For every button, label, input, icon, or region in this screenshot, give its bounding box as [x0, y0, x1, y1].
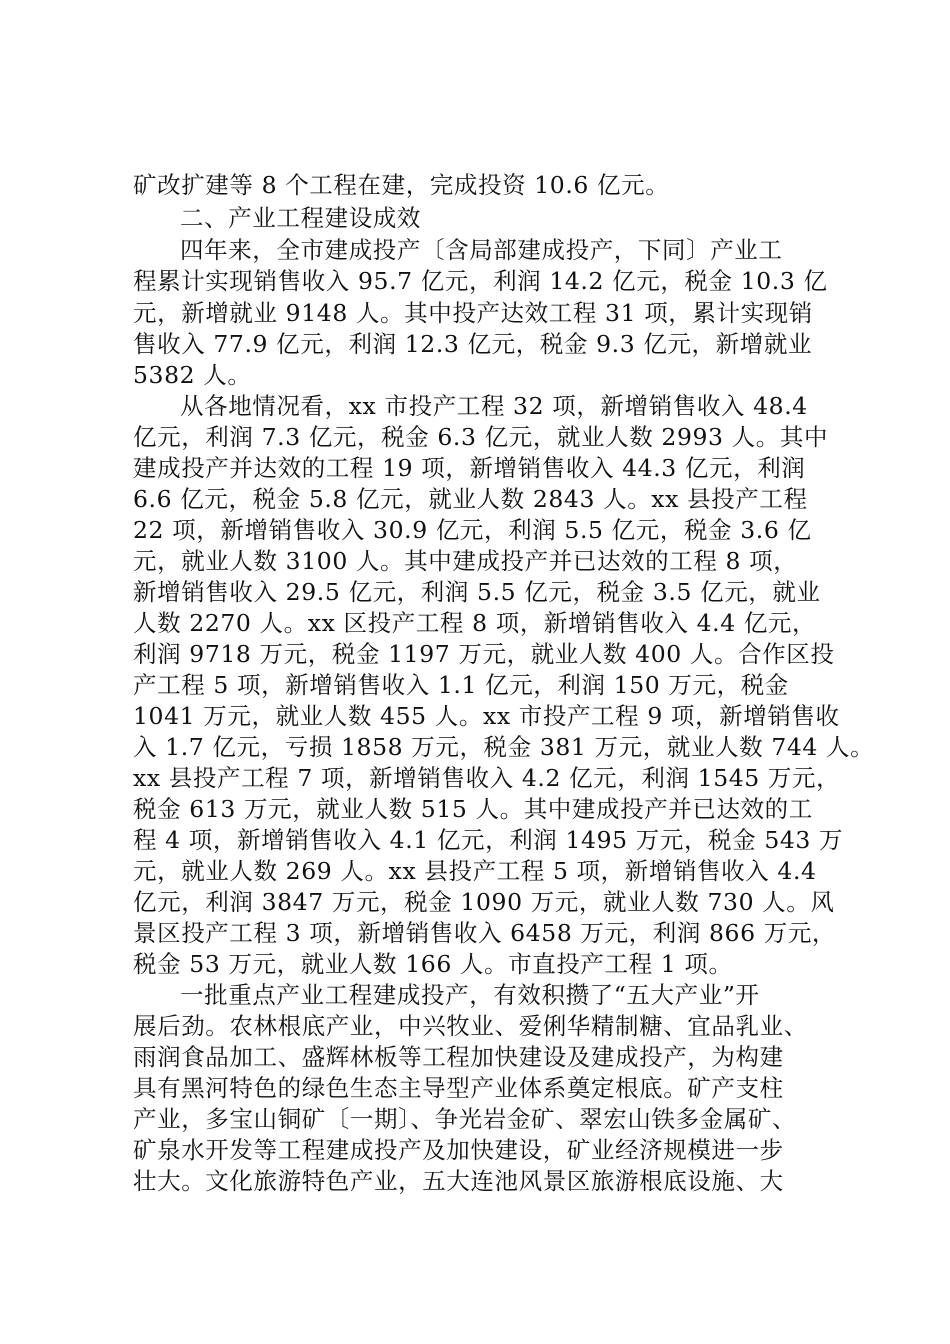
text-line: 新增销售收入 29.5 亿元，利润 5.5 亿元，税金 3.5 亿元，就业 [133, 578, 821, 606]
text-line: 22 项，新增销售收入 30.9 亿元，利润 5.5 亿元，税金 3.6 亿 [133, 516, 812, 544]
text-line: 元，新增就业 9148 人。其中投产达效工程 31 项，累计实现销 [133, 299, 813, 327]
text-line: 元，就业人数 269 人。xx 县投产工程 5 项，新增销售收入 4.4 [133, 857, 817, 885]
text-line: 产工程 5 项，新增销售收入 1.1 亿元，利润 150 万元，税金 [133, 671, 789, 699]
text-line: 矿泉水开发等工程建成投产及加快建设，矿业经济规模进一步 [133, 1136, 784, 1164]
text-line: 1041 万元，就业人数 455 人。xx 市投产工程 9 项，新增销售收 [133, 702, 840, 730]
text-line: xx 县投产工程 7 项，新增销售收入 4.2 亿元，利润 1545 万元， [133, 764, 841, 792]
text-line: 程 4 项，新增销售收入 4.1 亿元，利润 1495 万元，税金 543 万 [133, 826, 844, 854]
text-line: 四年来，全市建成投产〔含局部建成投产，下同〕产业工 [180, 236, 783, 264]
text-line: 景区投产工程 3 项，新增销售收入 6458 万元，利润 866 万元， [133, 919, 837, 947]
text-line: 5382 人。 [133, 361, 252, 389]
text-line: 壮大。文化旅游特色产业，五大连池风景区旅游根底设施、大 [133, 1167, 784, 1195]
text-line: 利润 9718 万元，税金 1197 万元，就业人数 400 人。合作区投 [133, 640, 835, 668]
text-line: 展后劲。农林根底产业，中兴牧业、爱俐华精制糖、宜品乳业、 [133, 1012, 808, 1040]
text-line: 程累计实现销售收入 95.7 亿元，利润 14.2 亿元，税金 10.3 亿 [133, 267, 828, 295]
text-line: 入 1.7 亿元，亏损 1858 万元，税金 381 万元，就业人数 744 人。 [133, 733, 875, 761]
text-line: 税金 53 万元，就业人数 166 人。市直投产工程 1 项。 [133, 950, 733, 978]
text-line: 元，就业人数 3100 人。其中建成投产并已达效的工程 8 项， [133, 547, 798, 575]
text-line: 亿元，利润 3847 万元，税金 1090 万元，就业人数 730 人。风 [133, 888, 835, 916]
text-line: 矿改扩建等 8 个工程在建，完成投资 10.6 亿元。 [133, 171, 670, 199]
text-line: 建成投产并达效的工程 19 项，新增销售收入 44.3 亿元，利润 [133, 454, 806, 482]
text-line: 具有黑河特色的绿色生态主导型产业体系奠定根底。矿产支柱 [133, 1074, 784, 1102]
text-line: 税金 613 万元，就业人数 515 人。其中建成投产并已达效的工 [133, 795, 813, 823]
text-line: 售收入 77.9 亿元，利润 12.3 亿元，税金 9.3 亿元，新增就业 [133, 330, 813, 358]
text-line: 产业，多宝山铜矿〔一期〕、争光岩金矿、翠宏山铁多金属矿、 [133, 1105, 797, 1133]
text-line: 亿元，利润 7.3 亿元，税金 6.3 亿元，就业人数 2993 人。其中 [133, 423, 829, 451]
text-line: 一批重点产业工程建成投产，有效积攒了“五大产业”开 [180, 981, 760, 1009]
text-line: 人数 2270 人。xx 区投产工程 8 项，新增销售收入 4.4 亿元， [133, 609, 817, 637]
text-line: 6.6 亿元，税金 5.8 亿元，就业人数 2843 人。xx 县投产工程 [133, 485, 808, 513]
text-line: 从各地情况看，xx 市投产工程 32 项，新增销售收入 48.4 [180, 392, 808, 420]
section-heading: 二、产业工程建设成效 [180, 204, 421, 232]
text-line: 雨润食品加工、盛辉林板等工程加快建设及建成投产，为构建 [133, 1043, 784, 1071]
